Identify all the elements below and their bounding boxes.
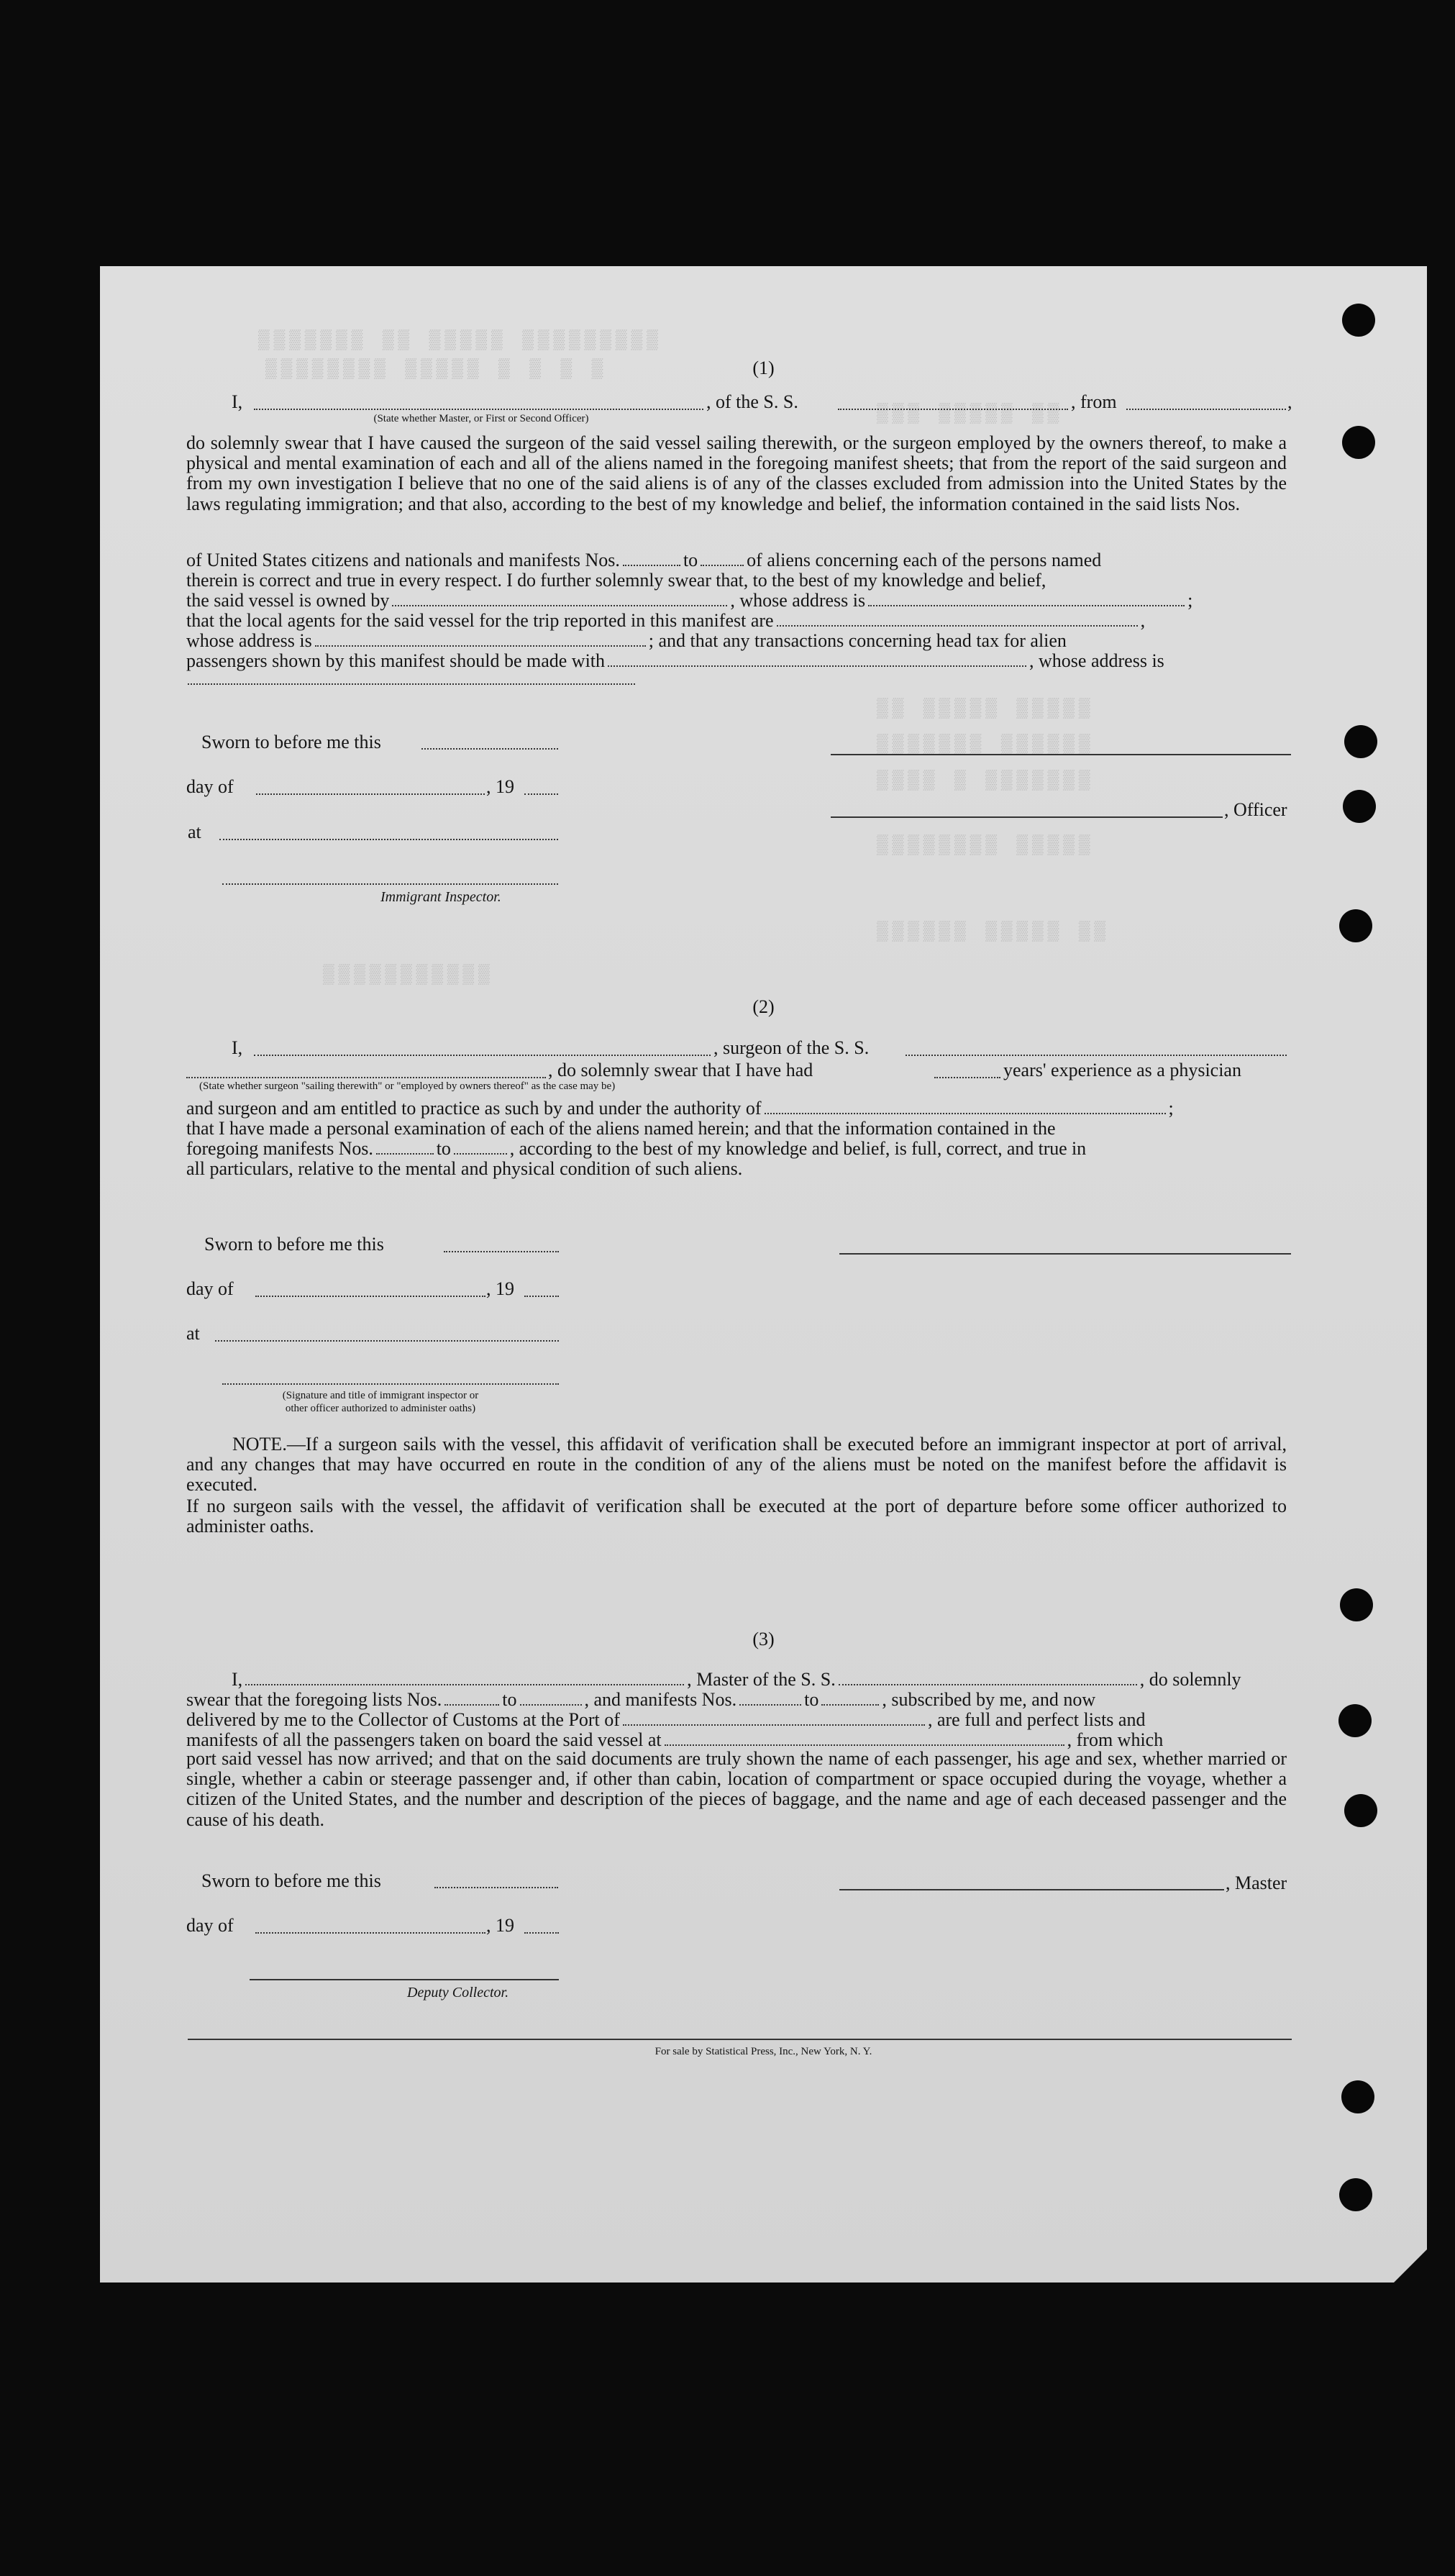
binder-hole xyxy=(1338,1704,1372,1737)
s2-sworn-blank xyxy=(444,1251,559,1252)
s1-body: do solemnly swear that I have caused the surgeon of the said vessel sailing therewith, or the surgeon employed by the owners thereof, to make a physical and mental examination of each and all of the aliens named in the foregoing manifest sheets; that from the report of the said surgeon and from my own investigation I believe that no one of the said aliens is of any of the classes excluded from admission into the United States by the laws regulating immigration; and that also, according to the best of my knowledge and belief, the information contained in the said lists Nos. xyxy=(186,432,1287,514)
note-paragraph-2: If no surgeon sails with the vessel, the affidavit of verification shall be executed at the port of departure before some officer authorized to administer oaths. xyxy=(186,1496,1287,1537)
s1-line-5 xyxy=(186,629,1067,652)
bleed-through-text: ▒▒▒▒▒▒ ▒▒▒▒▒ ▒▒ xyxy=(877,921,1110,942)
s3-year: , 19 xyxy=(486,1915,514,1936)
s1-at-blank xyxy=(219,839,558,840)
bleed-through-text: ▒▒▒▒▒▒▒ ▒▒▒▒▒▒ xyxy=(877,734,1095,755)
binder-hole xyxy=(1342,304,1375,337)
s1-owner-address-label: , whose address is xyxy=(730,590,866,611)
s1-line-1 xyxy=(186,549,1101,571)
bleed-through-text: ▒▒▒▒▒▒▒▒▒▒▒ xyxy=(323,964,494,986)
s3-deputy-caption: Deputy Collector. xyxy=(407,1985,509,2001)
s1-day-blank xyxy=(256,793,485,795)
bleed-through-text: ▒▒▒▒▒▒▒▒ ▒▒▒▒▒ xyxy=(877,834,1095,856)
section-1-number: (1) xyxy=(752,358,775,378)
affidavit-page xyxy=(100,266,1427,2283)
s1-transactions-label: passengers shown by this manifest should be made with xyxy=(186,650,606,671)
s1-year-blank xyxy=(524,793,558,795)
s3-sworn-blank xyxy=(434,1887,558,1888)
s3-i: I, xyxy=(232,1669,243,1690)
s3-year-blank xyxy=(524,1932,559,1934)
s1-sworn: Sworn to before me this xyxy=(201,732,381,752)
s2-surgeon-name-blank xyxy=(254,1055,711,1056)
bleed-through-text: ▒▒ ▒▒▒▒▒ ▒▒▒▒▒ xyxy=(877,698,1095,719)
s2-swear: , do solemnly swear that I have had xyxy=(548,1060,813,1080)
s3-master-sig-line xyxy=(839,1889,1224,1890)
s2-signature-line xyxy=(839,1253,1291,1255)
bleed-through-text: ▒▒▒▒▒▒▒ ▒▒ ▒▒▒▒▒ ▒▒▒▒▒▒▒▒▒ xyxy=(258,329,662,351)
s1-address-blank xyxy=(188,683,635,685)
binder-hole xyxy=(1339,2178,1372,2211)
s3-lists-label: swear that the foregoing lists Nos. xyxy=(186,1689,442,1710)
s2-year-blank xyxy=(524,1296,559,1297)
s2-i: I, xyxy=(232,1037,243,1058)
folded-corner xyxy=(1394,2249,1427,2283)
s2-line-3 xyxy=(186,1137,1086,1160)
s1-officer-name-blank xyxy=(254,409,703,410)
s2-line-4: all particulars, relative to the mental and physical condition of such aliens. xyxy=(186,1158,743,1179)
s1-officer-label: , Officer xyxy=(1224,799,1287,820)
binder-hole xyxy=(1343,790,1376,823)
s1-line-1-to: to xyxy=(683,550,698,570)
binder-hole xyxy=(1344,725,1377,758)
s3-to-2: to xyxy=(804,1689,819,1710)
binder-hole xyxy=(1342,426,1375,459)
s3-collector-label: delivered by me to the Collector of Customs at the Port of xyxy=(186,1709,620,1730)
s3-full-perfect: , are full and perfect lists and xyxy=(927,1709,1146,1730)
s1-port-blank xyxy=(1126,409,1286,410)
binder-hole xyxy=(1339,909,1372,942)
s3-day-of: day of xyxy=(186,1915,234,1936)
s2-sig-caption-2: other officer authorized to administer oaths) xyxy=(285,1403,476,1414)
s1-officer-sig-line xyxy=(831,816,1223,818)
s1-line-3: the said vessel is owned by , whose address is ; xyxy=(186,590,1193,611)
section-3-number: (3) xyxy=(752,1629,775,1649)
s2-manifests-label: foregoing manifests Nos. xyxy=(186,1138,373,1159)
s3-line-2 xyxy=(186,1688,1095,1711)
s2-surgeon-type-blank xyxy=(186,1077,546,1078)
s3-solemnly: , do solemnly xyxy=(1139,1669,1241,1690)
s1-agents-address-label: whose address is xyxy=(186,630,312,651)
s1-day-of: day of xyxy=(186,776,234,797)
s2-years: years' experience as a physician xyxy=(1003,1060,1241,1080)
s1-line-4: that the local agents for the said vessel for the trip reported in this manifest are , xyxy=(186,610,1146,631)
s2-surgeon-of: , surgeon of the S. S. xyxy=(713,1037,870,1058)
s2-sig-caption-1: (Signature and title of immigrant inspector or xyxy=(282,1390,479,1401)
s1-line-2: therein is correct and true in every respect. I do further solemnly swear that, to the best of my knowledge and belief, xyxy=(186,570,1046,591)
binder-hole xyxy=(1340,1588,1373,1621)
s2-day-blank xyxy=(255,1296,485,1297)
binder-hole xyxy=(1344,1794,1377,1827)
s2-line-1: and surgeon and am entitled to practice as such by and under the authority of ; xyxy=(186,1098,1174,1119)
s1-agents-label: that the local agents for the said vessel for the trip reported in this manifest are xyxy=(186,610,774,631)
s2-at-blank xyxy=(215,1340,559,1342)
s1-at: at xyxy=(188,822,201,842)
s3-taken-at-label: manifests of all the passengers taken on board the said vessel at xyxy=(186,1729,662,1750)
binder-hole xyxy=(1341,2080,1374,2113)
s3-subscribed: , subscribed by me, and now xyxy=(882,1689,1096,1710)
s2-years-blank xyxy=(934,1077,1000,1078)
s3-day-blank xyxy=(255,1932,485,1934)
s1-right-sig-line-1 xyxy=(831,754,1291,755)
bleed-through-text: ▒▒▒ ▒▒▒▒▒ ▒▒ xyxy=(877,403,1064,424)
bleed-through-text: ▒▒▒▒ ▒ ▒▒▒▒▒▒▒ xyxy=(877,770,1095,791)
s2-sworn: Sworn to before me this xyxy=(204,1234,384,1255)
s3-deputy-sig-line xyxy=(250,1979,559,1980)
s1-from: , from xyxy=(1071,391,1117,412)
s3-from-which: , from which xyxy=(1067,1729,1164,1750)
s1-line-1-end: of aliens concerning each of the persons named xyxy=(747,550,1102,570)
s1-of-ss: , of the S. S. xyxy=(706,391,798,412)
s3-manifests-label: , and manifests Nos. xyxy=(584,1689,737,1710)
s3-body: port said vessel has now arrived; and that on the said documents are truly shown the name of each passenger, his age and sex, whether married or single, whether a cabin or steerage passenger and, if other than cabin, location of compartment or space occupied during the voyage, whether a citizen of the United States, and the number and description of the pieces of baggage, and the name and age of each deceased passenger and the cause of his death. xyxy=(186,1748,1287,1830)
s1-line-1-text: of United States citizens and nationals and manifests Nos. xyxy=(186,550,620,570)
s1-head-tax-text: ; and that any transactions concerning head tax for alien xyxy=(648,630,1067,651)
s1-sworn-blank xyxy=(421,748,558,750)
s1-master-caption: (State whether Master, or First or Second Officer) xyxy=(373,413,589,424)
s3-to-1: to xyxy=(502,1689,517,1710)
s2-year: , 19 xyxy=(486,1278,514,1299)
s2-accord: , according to the best of my knowledge and belief, is full, correct, and true in xyxy=(509,1138,1087,1159)
s2-line-2: that I have made a personal examination of each of the aliens named herein; and that the information contained in the xyxy=(186,1118,1056,1139)
s1-year: , 19 xyxy=(486,776,514,797)
s3-line-3 xyxy=(186,1708,1145,1731)
s2-to: to xyxy=(436,1138,451,1159)
s2-at: at xyxy=(186,1323,200,1344)
section-2-number: (2) xyxy=(752,996,775,1017)
footer-printer: For sale by Statistical Press, Inc., New York, N. Y. xyxy=(654,2046,872,2057)
s1-inspector-line xyxy=(222,883,558,885)
s3-line-1 xyxy=(232,1668,1241,1690)
s1-inspector-caption: Immigrant Inspector. xyxy=(380,889,501,905)
s3-master-of: , Master of the S. S. xyxy=(687,1669,836,1690)
s1-line-6 xyxy=(186,650,1164,672)
s3-master-label: , Master xyxy=(1226,1872,1287,1893)
s1-i: I, xyxy=(232,391,243,412)
bleed-through-text: ▒▒▒▒▒▒▒▒ ▒▒▒▒▒ ▒ ▒ ▒ ▒ xyxy=(265,358,608,380)
s1-transactions-address-label: , whose address is xyxy=(1029,650,1164,671)
s2-day-of: day of xyxy=(186,1278,234,1299)
note-paragraph-1: NOTE.—If a surgeon sails with the vessel, this affidavit of verification shall be executed before an immigrant inspector at port of arrival, and any changes that may have occurred en route in the condition of any of the aliens must be noted on the manifest before the affidavit is executed. xyxy=(186,1434,1287,1495)
s2-authority-label: and surgeon and am entitled to practice as such by and under the authority of xyxy=(186,1098,762,1119)
s2-caption: (State whether surgeon "sailing therewith" or "employed by owners thereof" as the case may be) xyxy=(199,1080,616,1092)
s2-ship-blank xyxy=(906,1055,1287,1056)
s1-comma: , xyxy=(1287,391,1292,412)
s2-official-sig-line xyxy=(222,1383,559,1385)
s1-ship-blank xyxy=(838,409,1068,410)
s3-sworn: Sworn to before me this xyxy=(201,1870,381,1891)
s1-owned-by: the said vessel is owned by xyxy=(186,590,390,611)
footer-rule xyxy=(188,2039,1292,2040)
